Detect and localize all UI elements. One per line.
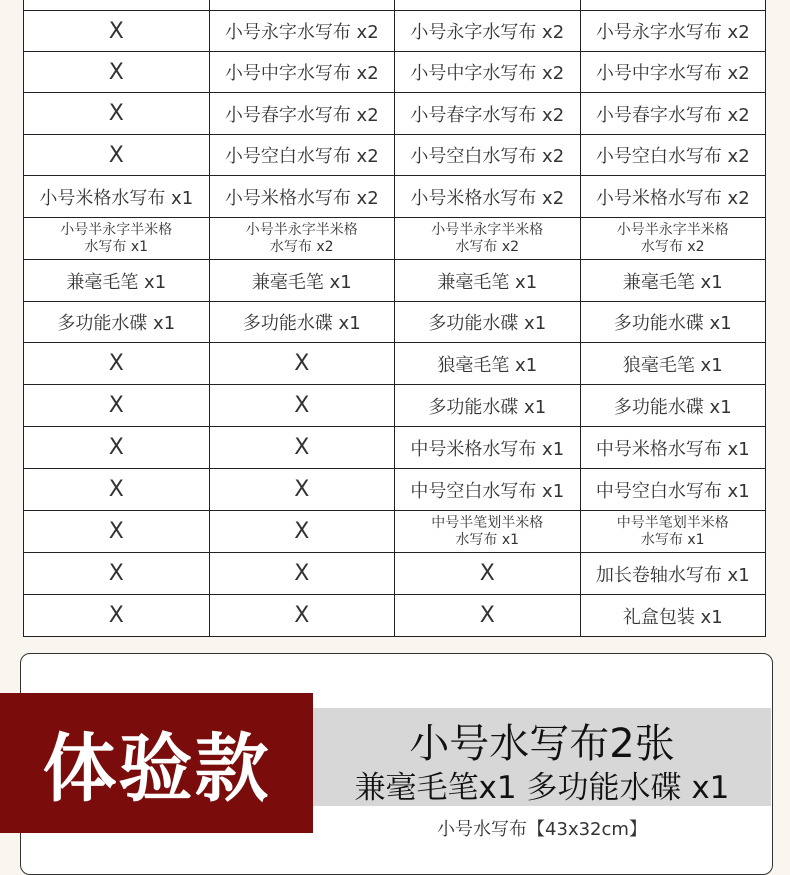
table-cell — [24, 0, 210, 11]
table-cell: 中号空白水写布 x1 — [580, 469, 766, 511]
table-row — [24, 553, 766, 595]
table-row — [24, 0, 766, 11]
table-row — [24, 511, 766, 553]
table-cell: 兼毫毛笔 x1 — [395, 260, 581, 302]
table-cell: 中号空白水写布 x1 — [395, 469, 581, 511]
table-row — [24, 135, 766, 176]
table-cell: 兼毫毛笔 x1 — [24, 260, 210, 302]
comparison-table-wrapper — [23, 0, 766, 637]
table-row — [24, 52, 766, 93]
table-cell: 小号永字水写布 x2 — [209, 11, 395, 52]
table-cell: 小号空白水写布 x2 — [395, 135, 581, 176]
table-cell: 小号半永字半米格 水写布 x2 — [395, 218, 581, 260]
table-cell: X — [24, 343, 210, 385]
table-cell: X — [209, 553, 395, 595]
comparison-table-body — [24, 0, 766, 637]
table-cell: X — [209, 511, 395, 553]
table-cell — [395, 0, 581, 11]
table-cell: X — [209, 469, 395, 511]
table-cell: X — [24, 52, 210, 93]
table-cell: 多功能水碟 x1 — [24, 302, 210, 343]
table-row — [24, 260, 766, 302]
table-cell: 小号米格水写布 x2 — [395, 176, 581, 218]
table-row — [24, 93, 766, 135]
table-row — [24, 218, 766, 260]
table-cell: 狼毫毛笔 x1 — [395, 343, 581, 385]
table-cell: 小号中字水写布 x2 — [209, 52, 395, 93]
trial-size-note: 小号水写布【43x32cm】 — [437, 819, 647, 840]
table-row — [24, 343, 766, 385]
table-cell: 小号永字水写布 x2 — [580, 11, 766, 52]
trial-badge: 体验款 — [0, 693, 313, 833]
trial-subtitle: 兼毫毛笔x1 多功能水碟 x1 — [354, 770, 730, 806]
table-row — [24, 385, 766, 427]
table-cell — [209, 0, 395, 11]
table-cell: X — [24, 553, 210, 595]
table-cell: X — [395, 553, 581, 595]
table-cell: 兼毫毛笔 x1 — [209, 260, 395, 302]
table-cell: X — [24, 93, 210, 135]
table-cell: 小号空白水写布 x2 — [209, 135, 395, 176]
table-cell: X — [209, 595, 395, 637]
table-cell: X — [24, 511, 210, 553]
table-cell: X — [209, 385, 395, 427]
table-cell: 中号半笔划半米格 水写布 x1 — [395, 511, 581, 553]
table-cell: 多功能水碟 x1 — [580, 385, 766, 427]
table-row — [24, 427, 766, 469]
table-cell: 小号春字水写布 x2 — [209, 93, 395, 135]
table-cell: 小号中字水写布 x2 — [580, 52, 766, 93]
table-cell: 小号中字水写布 x2 — [395, 52, 581, 93]
table-cell: X — [24, 469, 210, 511]
table-row — [24, 11, 766, 52]
table-cell: 小号米格水写布 x2 — [580, 176, 766, 218]
table-cell: 小号春字水写布 x2 — [395, 93, 581, 135]
table-cell: 小号米格水写布 x1 — [24, 176, 210, 218]
comparison-table — [23, 0, 766, 637]
table-row — [24, 302, 766, 343]
table-cell: 小号米格水写布 x2 — [209, 176, 395, 218]
table-cell: 小号半永字半米格 水写布 x2 — [580, 218, 766, 260]
table-cell: 兼毫毛笔 x1 — [580, 260, 766, 302]
table-cell: 小号永字水写布 x2 — [395, 11, 581, 52]
table-cell: 多功能水碟 x1 — [395, 385, 581, 427]
table-cell: 狼毫毛笔 x1 — [580, 343, 766, 385]
table-cell: 中号米格水写布 x1 — [395, 427, 581, 469]
trial-title: 小号水写布2张 — [409, 721, 675, 767]
table-cell: 礼盒包装 x1 — [580, 595, 766, 637]
table-cell: 小号半永字半米格 水写布 x2 — [209, 218, 395, 260]
table-cell: 多功能水碟 x1 — [395, 302, 581, 343]
table-cell: 多功能水碟 x1 — [209, 302, 395, 343]
table-cell — [580, 0, 766, 11]
table-cell: 中号半笔划半米格 水写布 x1 — [580, 511, 766, 553]
table-cell: 中号米格水写布 x1 — [580, 427, 766, 469]
table-cell: X — [24, 11, 210, 52]
table-cell: X — [24, 595, 210, 637]
table-cell: 小号半永字半米格 水写布 x1 — [24, 218, 210, 260]
table-cell: X — [24, 135, 210, 176]
table-row — [24, 595, 766, 637]
table-cell: 多功能水碟 x1 — [580, 302, 766, 343]
table-cell: 小号春字水写布 x2 — [580, 93, 766, 135]
table-row — [24, 176, 766, 218]
table-cell: X — [24, 385, 210, 427]
table-cell: X — [395, 595, 581, 637]
table-cell: 加长卷轴水写布 x1 — [580, 553, 766, 595]
table-cell: X — [209, 343, 395, 385]
table-row — [24, 469, 766, 511]
table-cell: 小号空白水写布 x2 — [580, 135, 766, 176]
table-cell: X — [209, 427, 395, 469]
table-cell: X — [24, 427, 210, 469]
